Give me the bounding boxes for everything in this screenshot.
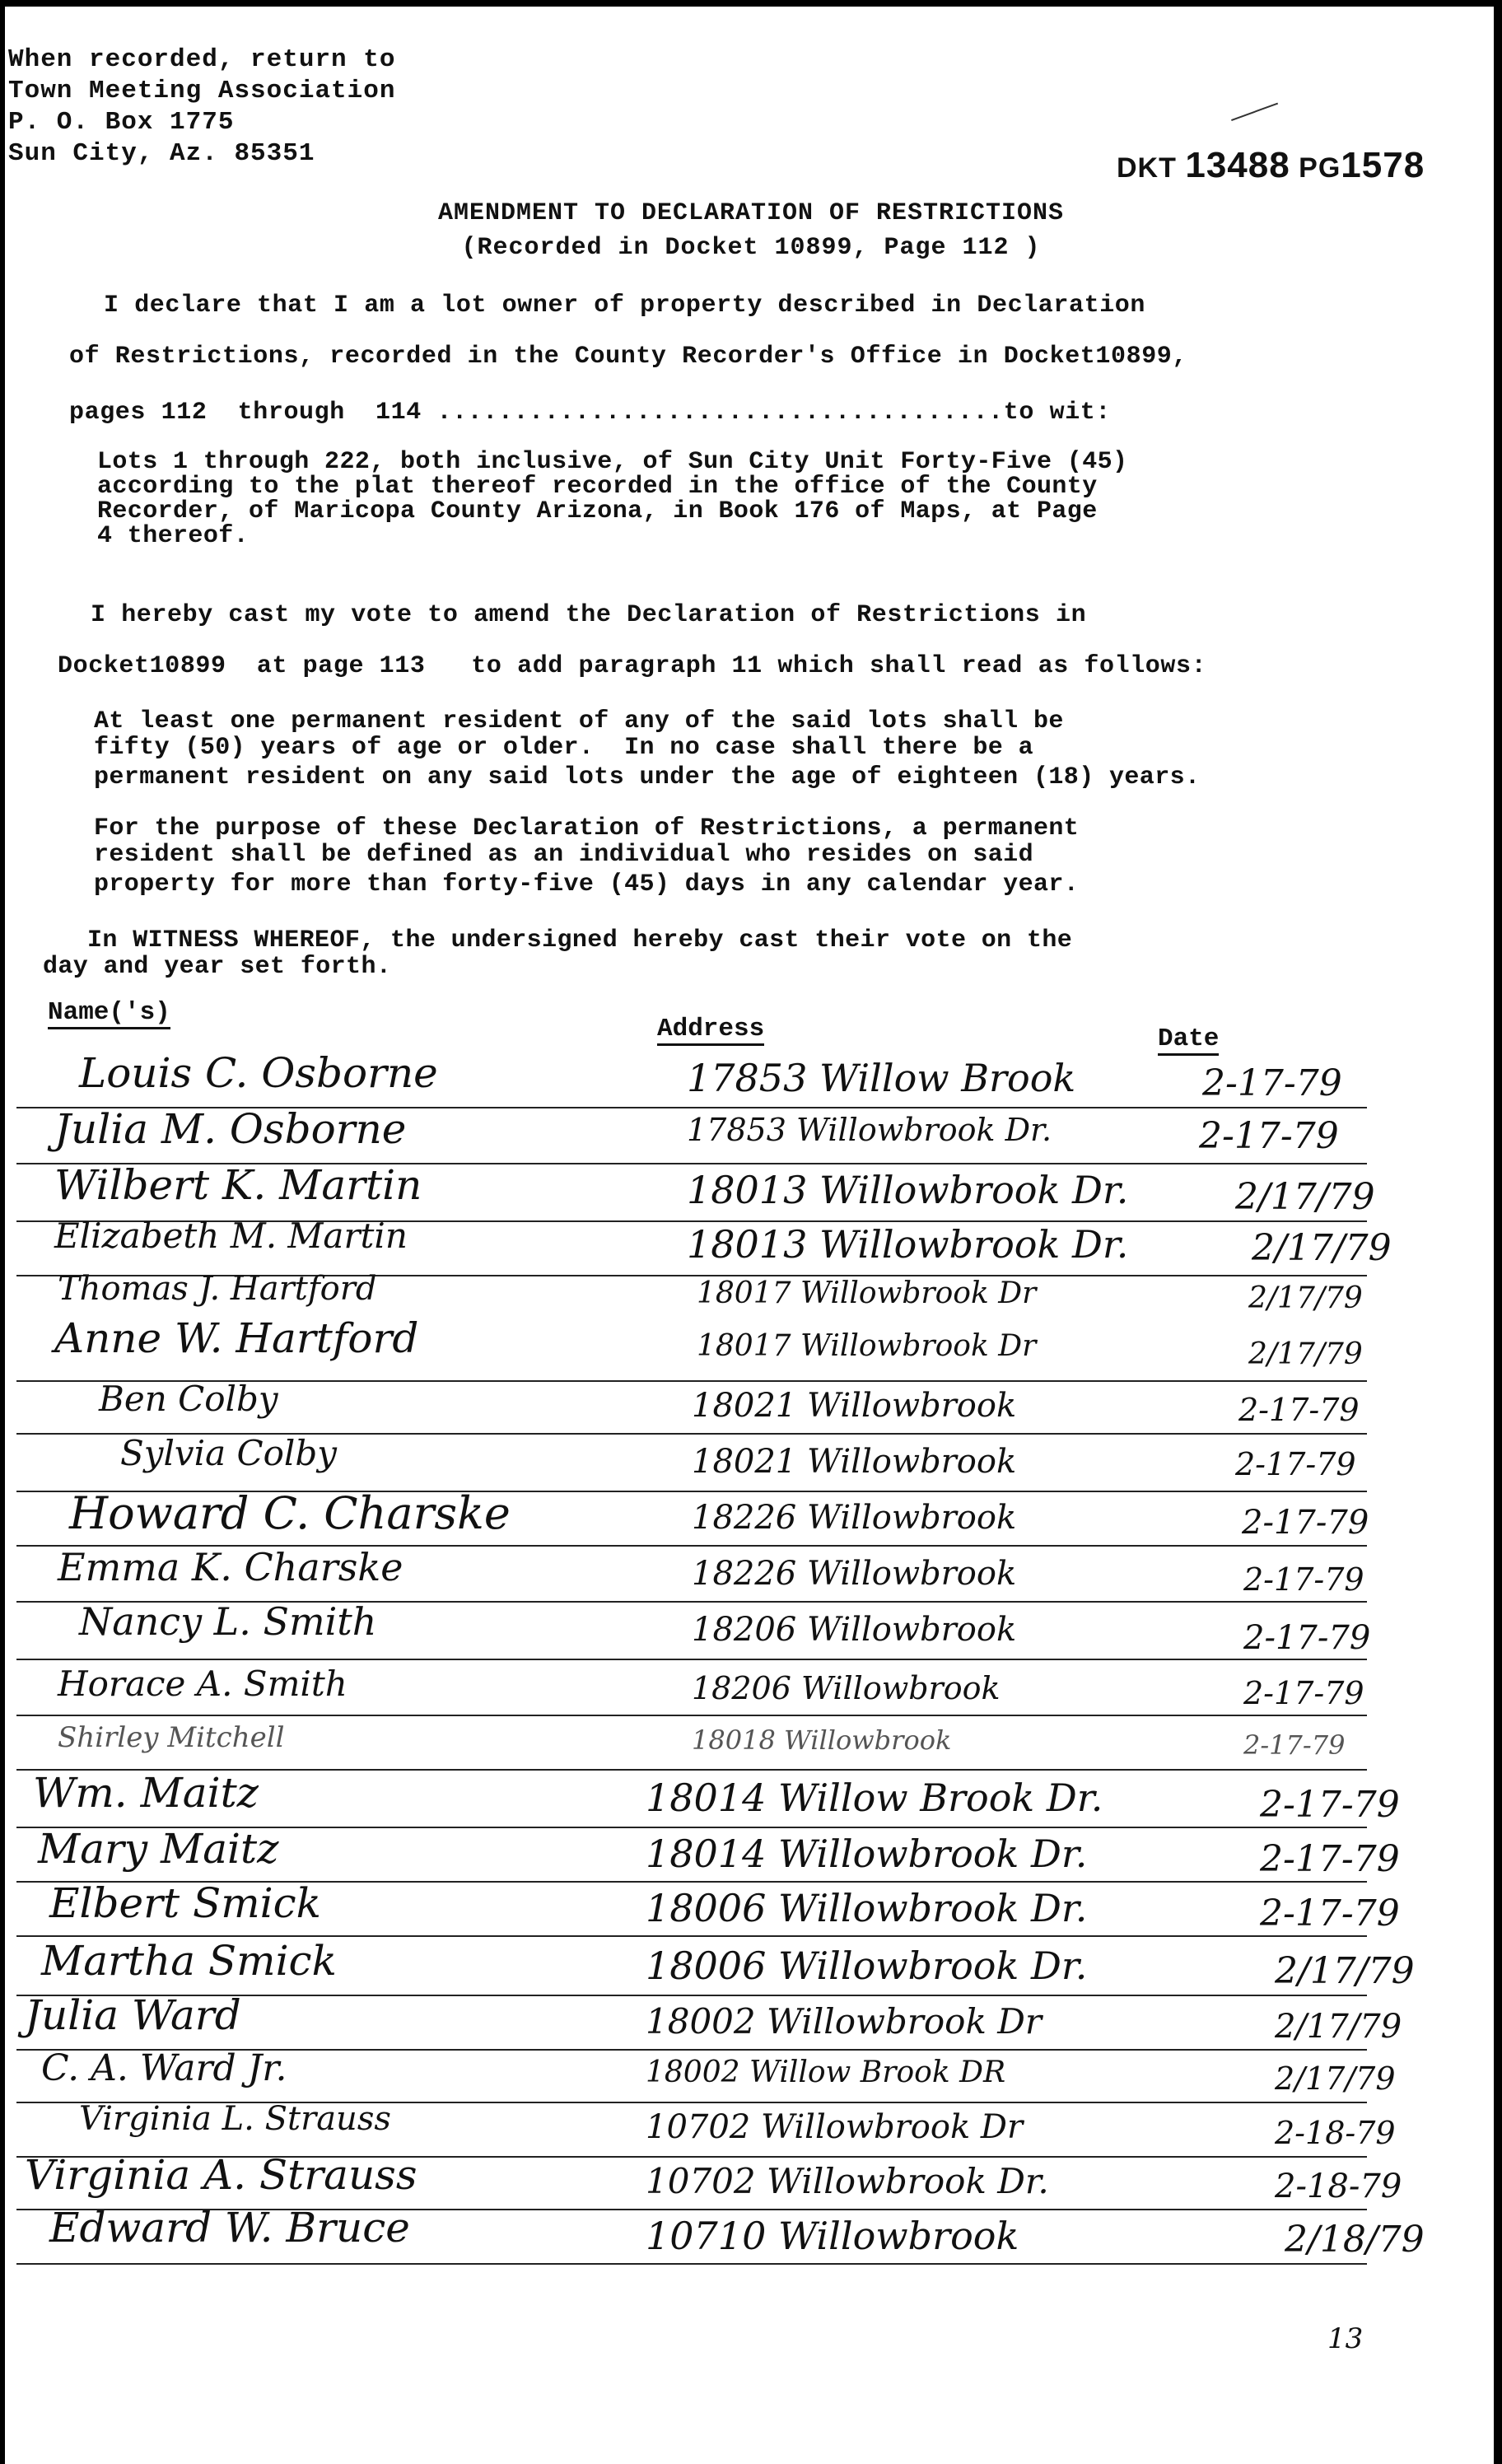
signature-date: 2/17/79 [1275,2060,1396,2097]
signature-address: 18013 Willowbrook Dr. [687,1222,1129,1267]
signature-address: 18017 Willowbrook Dr [697,1329,1037,1363]
signature-address: 18013 Willowbrook Dr. [687,1168,1129,1212]
signature-date: 2-17-79 [1260,1838,1400,1880]
declaration-line-3: pages 112 through 114 .....................................to wit: [69,399,1111,427]
signature-address: 18226 Willowbrook [692,1499,1017,1537]
signature-name: Howard C. Charske [69,1487,511,1539]
scan-edge-left [0,0,5,2464]
signature-name: Shirley Mitchell [58,1721,285,1754]
signature-name: Virginia L. Strauss [79,2100,391,2138]
stamp-mark [1231,103,1285,142]
signature-address: 18206 Willowbrook [692,1670,1001,1706]
signature-address: 18018 Willowbrook [692,1724,952,1756]
docket-stamp [1117,145,1425,186]
witness-line-1: In WITNESS WHEREOF, the undersigned hereby cast their vote on the [87,926,1073,954]
signature-name: Sylvia Colby [120,1433,337,1473]
vote-line-1: I hereby cast my vote to amend the Declaration of Restrictions in [91,601,1087,629]
signature-address: 18021 Willowbrook [692,1443,1017,1481]
signature-address: 18206 Willowbrook [692,1611,1017,1649]
signature-address: 18006 Willowbrook Dr. [646,1944,1088,1988]
declaration-line-1: I declare that I am a lot owner of property described in Declaration [104,292,1145,320]
signature-date: 2-17-79 [1243,1675,1364,1711]
column-header-address: Address [657,1015,764,1046]
page-number: 13 [1327,2322,1364,2355]
signature-date: 2-17-79 [1243,1619,1371,1657]
signature-date: 2/17/79 [1275,1950,1415,1992]
signature-address: 18226 Willowbrook [692,1555,1017,1593]
signature-address: 18014 Willow Brook Dr. [646,1776,1103,1820]
docket-prefix: DKT [1117,152,1177,184]
document-title: AMENDMENT TO DECLARATION OF RESTRICTIONS [437,199,1065,227]
signature-name: Ben Colby [99,1379,278,1419]
definition-line-1: For the purpose of these Declaration of Restrictions, a permanent [94,814,1080,842]
docket-page-number: 1578 [1341,145,1425,185]
signature-name: Elizabeth M. Martin [54,1216,408,1256]
docket-page-label: PG [1299,152,1341,184]
witness-line-2: day and year set forth. [43,953,392,981]
paragraph11-line-3: permanent resident on any said lots under the age of eighteen (18) years. [94,763,1201,791]
signature-line [16,1659,1367,1660]
signature-address: 17853 Willow Brook [687,1056,1076,1100]
signature-name: C. A. Ward Jr. [41,2047,287,2089]
signature-address: 18006 Willowbrook Dr. [646,1886,1088,1930]
lots-line-2: according to the plat thereof recorded in the office of the County [97,473,1098,501]
scan-edge-top [0,0,1502,7]
signature-date: 2-17-79 [1235,1446,1356,1482]
signature-name: Julia Ward [25,1991,241,2039]
column-header-date: Date [1158,1024,1219,1056]
declaration-line-2: of Restrictions, recorded in the County Recorder's Office in Docket10899, [69,343,1188,371]
signature-date: 2-17-79 [1260,1784,1400,1826]
signature-date: 2/17/79 [1275,2008,1402,2046]
signature-date: 2-17-79 [1199,1115,1339,1157]
signature-name: Anne W. Hartford [54,1314,419,1362]
signature-line [16,1715,1367,1716]
signature-address: 18021 Willowbrook [692,1387,1017,1425]
signature-address: 18017 Willowbrook Dr [697,1276,1037,1310]
signature-address: 18002 Willowbrook Dr [646,2001,1043,2042]
signature-name: Martha Smick [41,1937,337,1985]
signature-address: 10702 Willowbrook Dr [646,2108,1024,2146]
signature-address: 10710 Willowbrook [646,2214,1019,2258]
definition-line-3: property for more than forty-five (45) days in any calendar year. [94,870,1080,898]
signature-name: Edward W. Bruce [49,2204,410,2252]
signature-date: 2-17-79 [1238,1392,1360,1428]
signature-date: 2/17/79 [1252,1227,1392,1269]
definition-line-2: resident shall be defined as an individual who resides on said [94,841,1033,869]
signature-date: 2/17/79 [1248,1281,1363,1315]
return-line-3: P. O. Box 1775 [8,108,235,137]
signature-address: 10702 Willowbrook Dr. [646,2161,1049,2201]
scan-edge-right [1494,0,1502,2464]
signature-name: Wilbert K. Martin [54,1161,422,1209]
signature-name: Elbert Smick [49,1879,321,1927]
signature-date: 2/17/79 [1248,1337,1363,1371]
signature-address: 18002 Willow Brook DR [646,2056,1006,2089]
signature-name: Nancy L. Smith [79,1599,377,1644]
paragraph11-line-2: fifty (50) years of age or older. In no case shall there be a [94,734,1033,762]
signature-date: 2-17-79 [1202,1062,1342,1104]
signature-date: 2-18-79 [1275,2168,1402,2205]
lots-line-4: 4 thereof. [97,522,250,550]
signature-name: Julia M. Osborne [54,1105,407,1153]
signature-date: 2-17-79 [1260,1892,1400,1934]
signature-date: 2-17-79 [1242,1504,1369,1542]
signature-name: Louis C. Osborne [79,1049,438,1097]
signature-name: Mary Maitz [38,1825,279,1873]
signature-line [16,2263,1367,2265]
column-header-name: Name('s) [48,998,170,1029]
signature-name: Virginia A. Strauss [25,2151,417,2199]
signature-name: Horace A. Smith [58,1664,348,1704]
return-line-2: Town Meeting Association [8,77,396,105]
document-subtitle: (Recorded in Docket 10899, Page 112 ) [461,234,1041,262]
return-line-1: When recorded, return to [8,45,396,74]
signature-date: 2/17/79 [1235,1176,1375,1218]
lots-line-3: Recorder, of Maricopa County Arizona, in Book 176 of Maps, at Page [97,497,1098,525]
signature-address: 17853 Willowbrook Dr. [687,1112,1052,1148]
signature-address: 18014 Willowbrook Dr. [646,1832,1088,1876]
signature-name: Thomas J. Hartford [58,1270,377,1308]
return-address-block [8,44,395,170]
signature-date: 2-17-79 [1243,1729,1346,1761]
signature-date: 2-17-79 [1243,1561,1364,1598]
vote-line-2: Docket10899 at page 113 to add paragraph 11 which shall read as follows: [58,652,1207,680]
return-line-4: Sun City, Az. 85351 [8,139,315,168]
signature-name: Emma K. Charske [58,1545,403,1589]
lots-line-1: Lots 1 through 222, both inclusive, of Sun City Unit Forty-Five (45) [97,448,1128,476]
paragraph11-line-1: At least one permanent resident of any of the said lots shall be [94,707,1064,735]
signature-date: 2/18/79 [1285,2219,1425,2261]
signature-name: Wm. Maitz [33,1769,259,1817]
docket-number: 13488 [1185,145,1290,185]
signature-date: 2-18-79 [1275,2115,1396,2151]
